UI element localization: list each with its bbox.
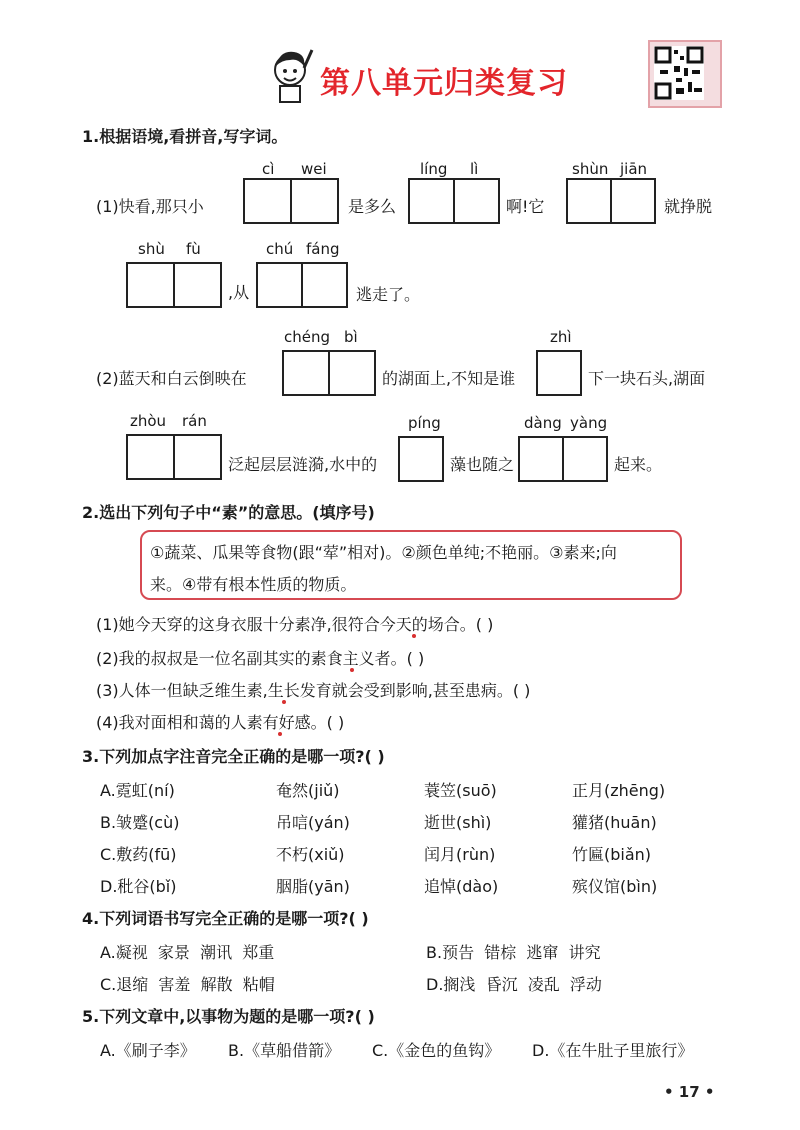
page-number: • 17 • — [664, 1083, 715, 1101]
pinyin-shu: shù — [138, 240, 165, 258]
q5-option-b: B.《草船借箭》 — [228, 1041, 341, 1060]
q1-text-1e: ,从 — [228, 283, 250, 302]
pinyin-chu: chú — [266, 240, 294, 258]
boy-mascot-icon — [268, 44, 316, 104]
q4-option-a: A.凝视 家景 潮讯 郑重 — [100, 943, 275, 962]
question-1-label: 1.根据语境,看拼音,写字词。 — [82, 127, 288, 146]
answer-box-shunjian[interactable] — [566, 178, 656, 224]
answer-box-dangyang[interactable] — [518, 436, 608, 482]
emphasis-dot — [278, 732, 282, 736]
pinyin-fang: fáng — [306, 240, 340, 258]
pinyin-li: lì — [470, 160, 479, 178]
q4-option-c: C.退缩 害羞 解散 粘帽 — [100, 975, 275, 994]
question-3-label: 3.下列加点字注音完全正确的是哪一项?( ) — [82, 747, 385, 766]
q3-a1: A.霓虹(ní) — [100, 781, 175, 800]
question-2-label: 2.选出下列句子中“素”的意思。(填序号) — [82, 503, 375, 522]
q1-text-2f: 起来。 — [614, 455, 663, 474]
pinyin-jian: jiān — [620, 160, 648, 178]
pinyin-cheng: chéng — [284, 328, 331, 346]
q3-d4: 殡仪馆(bìn) — [572, 877, 658, 896]
question-4-label: 4.下列词语书写完全正确的是哪一项?( ) — [82, 909, 369, 928]
pinyin-shun: shùn — [572, 160, 609, 178]
q3-d1: D.秕谷(bǐ) — [100, 877, 177, 896]
q5-option-c: C.《金色的鱼钩》 — [372, 1041, 501, 1060]
pinyin-ran: rán — [182, 412, 207, 430]
q3-c3: 闰月(rùn) — [424, 845, 496, 864]
q3-b4: 獾猪(huān) — [572, 813, 657, 832]
q3-c1: C.敷药(fū) — [100, 845, 177, 864]
q3-c4: 竹匾(biǎn) — [572, 845, 652, 864]
q1-text-1d: 就挣脱 — [664, 197, 713, 216]
pinyin-ci: cì — [262, 160, 275, 178]
emphasis-dot — [412, 634, 416, 638]
pinyin-fu: fù — [186, 240, 201, 258]
pinyin-zhi: zhì — [550, 328, 572, 346]
qr-code-icon[interactable] — [648, 40, 722, 108]
pinyin-bi: bì — [344, 328, 358, 346]
answer-box-lingli[interactable] — [408, 178, 500, 224]
q5-option-a: A.《刷子李》 — [100, 1041, 196, 1060]
q2-item-1: (1)她今天穿的这身衣服十分素净,很符合今天的场合。( ) — [96, 615, 494, 634]
answer-box-zhouran[interactable] — [126, 434, 222, 480]
answer-box-ciwei[interactable] — [243, 178, 339, 224]
q5-option-d: D.《在牛肚子里旅行》 — [532, 1041, 694, 1060]
pinyin-yang: yàng — [570, 414, 608, 432]
q3-b1: B.皱蹙(cù) — [100, 813, 180, 832]
definitions-line-2: 来。④带有根本性质的物质。 — [150, 575, 357, 594]
definitions-line-1: ①蔬菜、瓜果等食物(跟“荤”相对)。②颜色单纯;不艳丽。③素来;向 — [150, 543, 617, 562]
q1-text-1a: (1)快看,那只小 — [96, 197, 204, 216]
pinyin-zhou: zhòu — [130, 412, 167, 430]
answer-box-shufu[interactable] — [126, 262, 222, 308]
q1-text-2a: (2)蓝天和白云倒映在 — [96, 369, 247, 388]
q3-a2: 奄然(jiǔ) — [276, 781, 340, 800]
q1-text-1f: 逃走了。 — [356, 285, 421, 304]
answer-box-ping[interactable] — [398, 436, 444, 482]
q3-d3: 追悼(dào) — [424, 877, 499, 896]
q3-a4: 正月(zhēng) — [572, 781, 666, 800]
q2-item-4: (4)我对面相和蔼的人素有好感。( ) — [96, 713, 345, 732]
q1-text-2c: 下一块石头,湖面 — [588, 369, 706, 388]
answer-box-chengbi[interactable] — [282, 350, 376, 396]
q3-c2: 不朽(xiǔ) — [276, 845, 345, 864]
pinyin-wei: wei — [301, 160, 327, 178]
answer-box-chufang[interactable] — [256, 262, 348, 308]
q4-option-d: D.搁浅 昏沉 凌乱 浮动 — [426, 975, 602, 994]
emphasis-dot — [282, 700, 286, 704]
q1-text-2d: 泛起层层涟漪,水中的 — [228, 455, 378, 474]
answer-box-zhi[interactable] — [536, 350, 582, 396]
q1-text-2b: 的湖面上,不知是谁 — [382, 369, 516, 388]
pinyin-ping: píng — [408, 414, 441, 432]
pinyin-ling: líng — [420, 160, 448, 178]
q4-option-b: B.预告 错棕 逃窜 讲究 — [426, 943, 601, 962]
page-title: 第八单元归类复习 — [320, 66, 568, 101]
q3-a3: 蓑笠(suō) — [424, 781, 497, 800]
q3-b2: 吊唁(yán) — [276, 813, 350, 832]
q2-item-3: (3)人体一但缺乏维生素,生长发育就会受到影响,甚至患病。( ) — [96, 681, 531, 700]
q1-text-2e: 藻也随之 — [450, 455, 515, 474]
q3-d2: 胭脂(yān) — [276, 877, 350, 896]
question-5-label: 5.下列文章中,以事物为题的是哪一项?( ) — [82, 1007, 375, 1026]
pinyin-dang: dàng — [524, 414, 562, 432]
q2-item-2: (2)我的叔叔是一位名副其实的素食主义者。( ) — [96, 649, 425, 668]
q1-text-1c: 啊!它 — [506, 197, 545, 216]
q3-b3: 逝世(shì) — [424, 813, 492, 832]
emphasis-dot — [350, 668, 354, 672]
q1-text-1b: 是多么 — [348, 197, 397, 216]
